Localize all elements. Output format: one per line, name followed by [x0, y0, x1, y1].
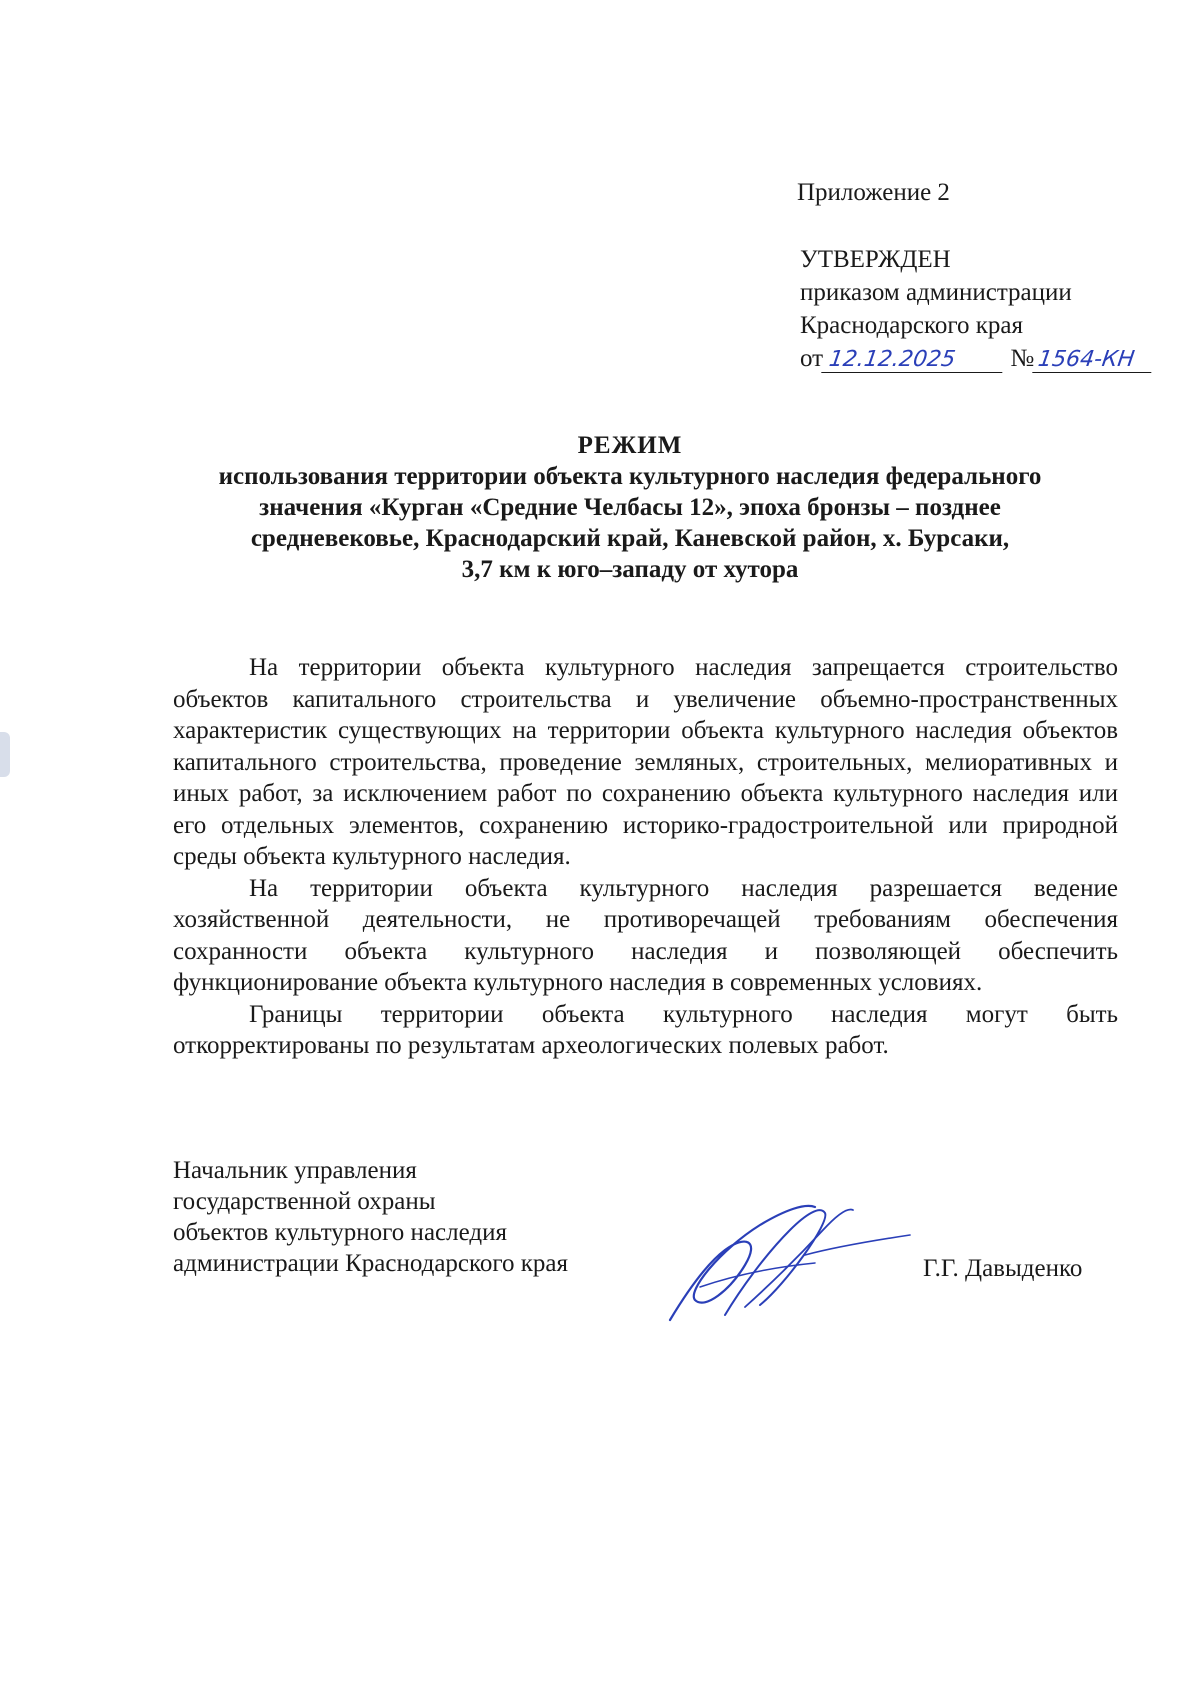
- handwritten-signature: [665, 1195, 915, 1325]
- position-line-3: объектов культурного наследия: [173, 1219, 507, 1246]
- appendix-label: Приложение 2: [797, 179, 950, 206]
- approval-date-row: [800, 342, 1153, 375]
- title-line-2: значения «Курган «Средние Челбасы 12», эпоха бронзы – позднее: [259, 494, 1001, 521]
- approval-line-2: Краснодарского края: [800, 312, 1023, 339]
- paragraph-permissions: На территории объекта культурного наследия разрешается ведение хозяйственной деятельности, не противоречащей требованиям обеспечения сохранности объекта культурного наследия и позволяющей обеспечить функционирование объекта культурного наследия в современных условиях.: [173, 874, 1118, 996]
- approval-stamp: [800, 243, 1153, 375]
- position-line-4: администрации Краснодарского края: [173, 1250, 569, 1277]
- title-heading: РЕЖИМ: [577, 432, 683, 459]
- signatory-position: [173, 1155, 568, 1279]
- signatory-name: Г.Г. Давыденко: [923, 1255, 1083, 1282]
- title-line-4: 3,7 км к юго–западу от хутора: [461, 556, 799, 583]
- document-body: [173, 652, 1118, 1062]
- date-prefix: от: [800, 345, 824, 372]
- scan-edge-mark: [0, 732, 10, 777]
- handwritten-date: 12.12.2025: [821, 348, 1006, 373]
- document-title: [160, 430, 1100, 585]
- approval-title: УТВЕРЖДЕН: [800, 246, 951, 273]
- paragraph-boundaries: Границы территории объекта культурного наследия могут быть откорректированы по результатам археологических полевых работ.: [173, 1000, 1118, 1059]
- title-line-3: средневековье, Краснодарский край, Каневской район, х. Бурсаки,: [250, 525, 1010, 552]
- position-line-1: Начальник управления: [173, 1157, 417, 1184]
- number-prefix: №: [1010, 345, 1035, 372]
- handwritten-number: 1564-КН: [1032, 348, 1155, 373]
- position-line-2: государственной охраны: [173, 1188, 436, 1215]
- paragraph-prohibitions: На территории объекта культурного наследия запрещается строительство объектов капитального строительства и увеличение объемно-пространственных характеристик существующих на территории объекта культурного наследия объектов капитального строительства, проведение земляных, строительных, мелиоративных и иных работ, за исключением работ по сохранению объекта культурного наследия или его отдельных элементов, сохранению историко-градостроительной или природной среды объекта культурного наследия.: [173, 654, 1118, 870]
- approval-line-1: приказом администрации: [800, 279, 1072, 306]
- title-line-1: использования территории объекта культурного наследия федерального: [218, 463, 1042, 490]
